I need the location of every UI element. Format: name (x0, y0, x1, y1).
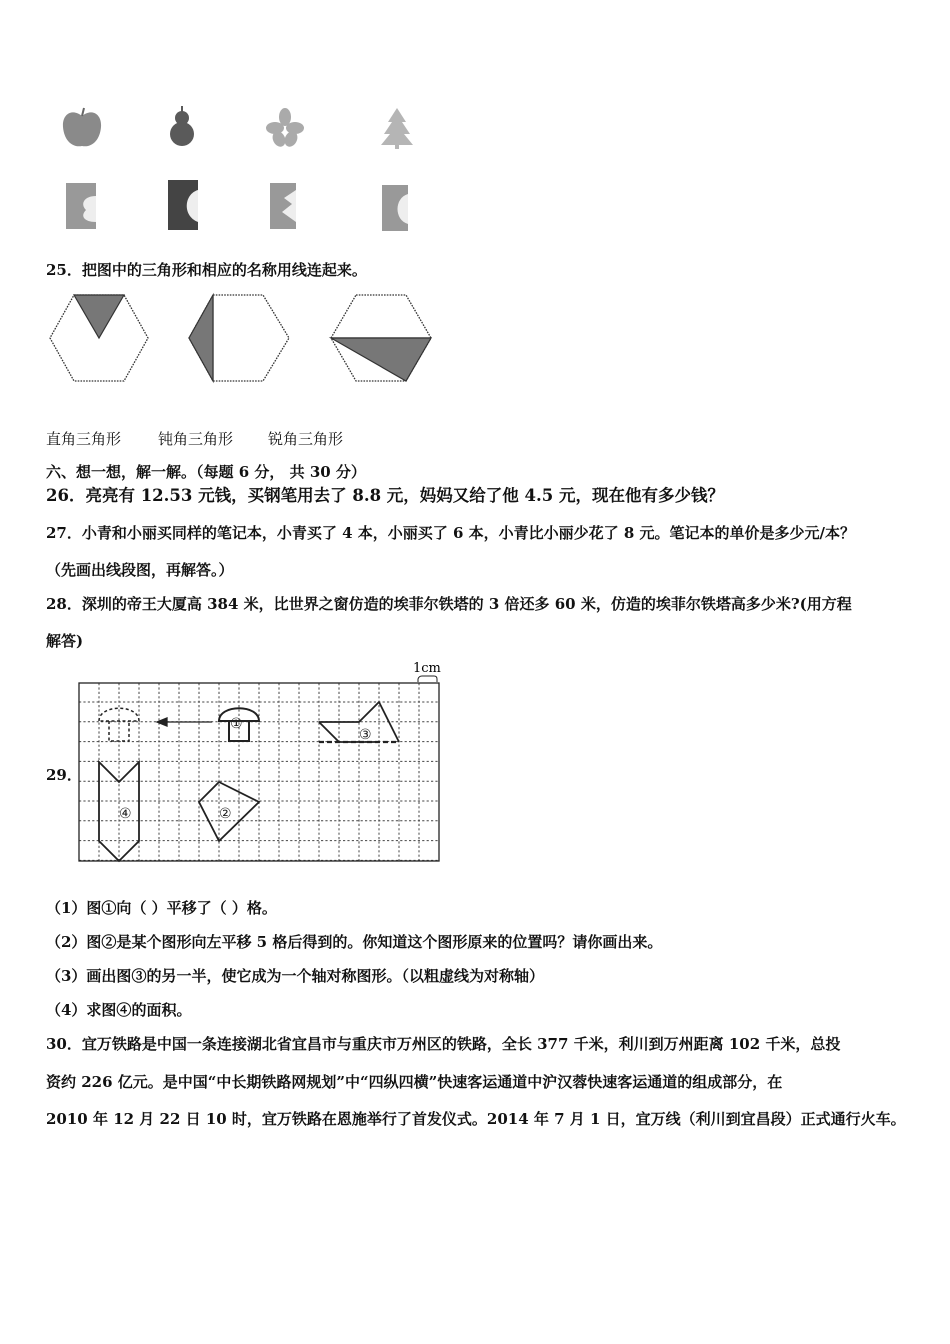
triangle-name-right: 直角三角形 (46, 430, 122, 448)
figure-4-label: ④ (119, 806, 132, 822)
figure-2-label: ② (219, 806, 232, 822)
translation-arrow (157, 718, 212, 726)
figure-1-label: ① (230, 716, 243, 732)
figure-3-label: ③ (359, 727, 372, 743)
scale-label: 1cm (413, 661, 441, 676)
question-29-number: 29． (46, 766, 82, 784)
question-27-line-2: （先画出线段图，再解答。） (46, 561, 234, 579)
question-28-line-1: 28．深圳的帝王大厦高 384 米，比世界之窗仿造的埃菲尔铁塔的 3 倍还多 60 米，仿造的埃菲尔铁塔高多少米?(用方程 (46, 595, 852, 613)
triangle-name-obtuse: 钝角三角形 (158, 430, 234, 448)
question-29-part-2: （2）图②是某个图形向左平移 5 格后得到的。你知道这个图形原来的位置吗？请你画出来。 (46, 933, 663, 951)
section-6-heading: 六、想一想，解一解。（每题 6 分， 共 30 分） (46, 463, 366, 481)
triangle-name-acute: 锐角三角形 (268, 430, 344, 448)
question-30-line-3: 2010 年 12 月 22 日 10 时，宜万铁路在恩施举行了首发仪式。2014 年 7 月 1 日，宜万线（利川到宜昌段）正式通行火车。 (46, 1110, 906, 1128)
question-30-line-1: 30．宜万铁路是中国一条连接湖北省宜昌市与重庆市万州区的铁路，全长 377 千米，利川到万州距离 102 千米，总投 (46, 1035, 841, 1053)
question-29-part-4: （4）求图④的面积。 (46, 1001, 192, 1019)
question-29-part-1: （1）图①向（ ）平移了（ ）格。 (46, 899, 277, 917)
question-30-line-2: 资约 226 亿元。是中国“中长期铁路网规划”中“四纵四横”快速客运通道中沪汉蓉快速客运通道的组成部分，在 (46, 1073, 783, 1091)
scale-brace (418, 676, 437, 682)
question-27-line-1: 27．小青和小丽买同样的笔记本，小青买了 4 本，小丽买了 6 本，小青比小丽少花了 8 元。笔记本的单价是多少元/本？ (46, 524, 856, 542)
question-29-part-3: （3）画出图③的另一半，使它成为一个轴对称图形。（以粗虚线为对称轴） (46, 967, 544, 985)
question-25: 25．把图中的三角形和相应的名称用线连起来。 (46, 261, 367, 279)
question-26: 26．亮亮有 12.53 元钱，买钢笔用去了 8.8 元，妈妈又给了他 4.5 元，现在他有多少钱？ (46, 486, 725, 505)
question-28-line-2: 解答) (46, 632, 84, 650)
